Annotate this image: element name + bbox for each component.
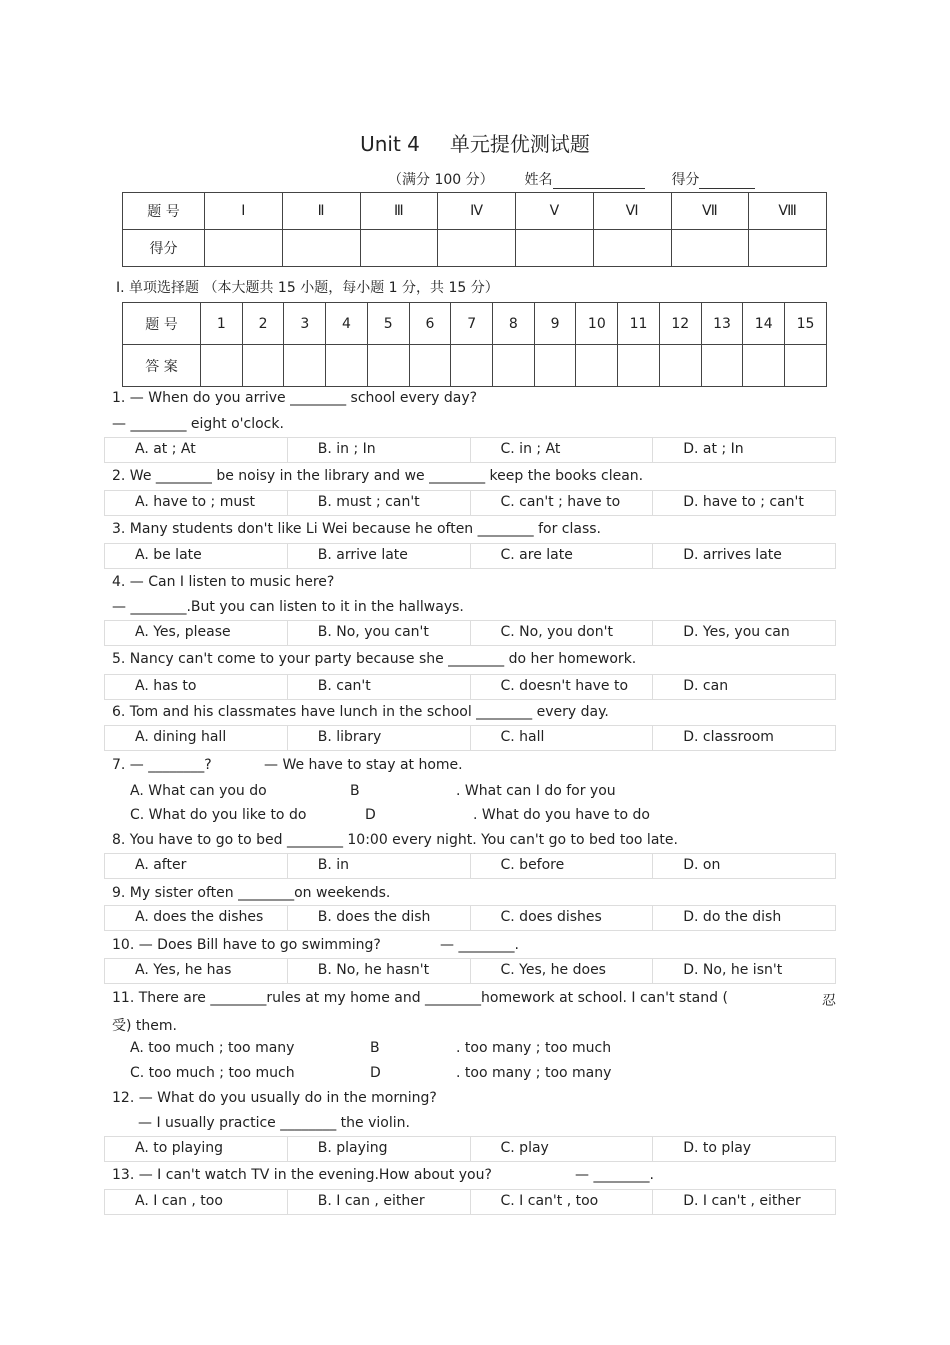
name-label: 姓名: [524, 172, 553, 188]
score-label: 得分: [671, 172, 700, 188]
option-d[interactable]: D. No, he isn't: [683, 962, 783, 978]
answer-cell[interactable]: [785, 345, 827, 387]
score-header-cell: Ⅱ: [282, 193, 360, 230]
score-row-label: 得分: [123, 230, 205, 267]
answer-value-row: [123, 345, 827, 387]
question-12-options: [104, 1136, 836, 1162]
option-d[interactable]: D. I can't , either: [683, 1193, 801, 1209]
score-value-row: [123, 230, 827, 267]
question-11-stem: 11. There are ________rules at my home and ________homework at school. I can't stand (: [112, 990, 728, 1006]
question-13-options: [104, 1189, 836, 1215]
option-d[interactable]: D. at ; In: [683, 441, 744, 457]
question-1-stem: 1. — When do you arrive ________ school every day?: [112, 390, 478, 406]
option-c[interactable]: C. in ; At: [471, 438, 654, 462]
question-7-reply: — We have to stay at home.: [264, 757, 463, 773]
answer-cell[interactable]: [701, 345, 743, 387]
answer-header-cell: 11: [618, 303, 660, 345]
title-unit: Unit 4: [360, 132, 420, 156]
option-a[interactable]: A. be late: [105, 544, 288, 568]
option-c[interactable]: C. does dishes: [471, 906, 654, 930]
answer-cell[interactable]: [284, 345, 326, 387]
option-b-letter: B: [350, 783, 360, 799]
answer-header-cell: 题 号: [123, 303, 201, 345]
score-cell[interactable]: [438, 230, 516, 267]
answer-cell[interactable]: [242, 345, 284, 387]
answer-header-cell: 6: [409, 303, 451, 345]
option-a[interactable]: A. too much ; too many: [130, 1040, 295, 1056]
score-blank[interactable]: [699, 172, 755, 189]
option-c[interactable]: C. doesn't have to: [471, 675, 654, 699]
option-a[interactable]: A. has to: [105, 675, 288, 699]
score-table: [122, 192, 827, 267]
question-12-line2: — I usually practice ________ the violin.: [138, 1115, 410, 1131]
answer-cell[interactable]: [409, 345, 451, 387]
question-4-options: [104, 620, 836, 646]
question-13-stem: 13. — I can't watch TV in the evening.How about you?: [112, 1167, 492, 1183]
question-3-stem: 3. Many students don't like Li Wei because he often ________ for class.: [112, 521, 601, 537]
option-b[interactable]: B. arrive late: [288, 544, 471, 568]
answer-header-cell: 2: [242, 303, 284, 345]
option-b[interactable]: B. must ; can't: [288, 491, 471, 515]
question-12-stem: 12. — What do you usually do in the morning?: [112, 1090, 437, 1106]
score-header-cell: Ⅲ: [360, 193, 438, 230]
option-a[interactable]: A. have to ; must: [105, 491, 288, 515]
question-13-reply: — ________.: [575, 1167, 654, 1183]
score-cell[interactable]: [593, 230, 671, 267]
option-c[interactable]: C. hall: [471, 726, 654, 750]
question-8-options: [104, 853, 836, 879]
section-heading: Ⅰ. 单项选择题 （本大题共 15 小题，每小题 1 分，共 15 分）: [116, 280, 499, 296]
answer-header-cell: 15: [785, 303, 827, 345]
score-header-cell: 题 号: [123, 193, 205, 230]
full-marks: （满分 100 分）: [388, 172, 494, 188]
option-a[interactable]: A. Yes, please: [105, 621, 288, 645]
option-c[interactable]: C. too much ; too much: [130, 1065, 295, 1081]
question-2-options: [104, 490, 836, 516]
answer-header-cell: 10: [576, 303, 618, 345]
question-5-stem: 5. Nancy can't come to your party because she ________ do her homework.: [112, 651, 637, 667]
option-d[interactable]: D. Yes, you can: [683, 624, 790, 640]
answer-header-row: [123, 303, 827, 345]
answer-header-cell: 8: [493, 303, 535, 345]
answer-cell[interactable]: [659, 345, 701, 387]
page-title: [0, 128, 950, 157]
option-b[interactable]: B. in: [288, 854, 471, 878]
option-b[interactable]: B. No, he hasn't: [288, 959, 471, 983]
option-d[interactable]: D. on: [683, 857, 721, 873]
option-d-letter: D: [365, 807, 376, 823]
option-d-letter: D: [370, 1065, 381, 1081]
option-b-letter: B: [370, 1040, 380, 1056]
question-4-stem: 4. — Can I listen to music here?: [112, 574, 335, 590]
name-blank[interactable]: [553, 172, 645, 189]
answer-cell[interactable]: [743, 345, 785, 387]
question-9-options: [104, 905, 836, 931]
score-cell[interactable]: [360, 230, 438, 267]
question-11-stem-end: 忍: [822, 993, 836, 1009]
answer-cell[interactable]: [576, 345, 618, 387]
option-a[interactable]: A. at ; At: [105, 438, 288, 462]
title-name: 单元提优测试题: [449, 132, 590, 156]
question-2-stem: 2. We ________ be noisy in the library and we ________ keep the books clean.: [112, 468, 644, 484]
option-b[interactable]: B. can't: [288, 675, 471, 699]
option-c[interactable]: C. are late: [471, 544, 654, 568]
answer-header-cell: 9: [534, 303, 576, 345]
option-c[interactable]: C. No, you don't: [471, 621, 654, 645]
answer-cell[interactable]: [201, 345, 243, 387]
option-b[interactable]: B. does the dish: [288, 906, 471, 930]
answer-table: [122, 302, 827, 387]
score-cell[interactable]: [749, 230, 827, 267]
score-cell[interactable]: [671, 230, 749, 267]
question-10-stem: 10. — Does Bill have to go swimming?: [112, 937, 381, 953]
answer-header-cell: 14: [743, 303, 785, 345]
option-c[interactable]: C. can't ; have to: [471, 491, 654, 515]
option-a[interactable]: A. dining hall: [105, 726, 288, 750]
answer-header-cell: 4: [326, 303, 368, 345]
score-cell[interactable]: [205, 230, 283, 267]
option-b[interactable]: B. in ; In: [288, 438, 471, 462]
answer-header-cell: 13: [701, 303, 743, 345]
question-9-stem: 9. My sister often ________on weekends.: [112, 885, 391, 901]
option-b[interactable]: B. No, you can't: [288, 621, 471, 645]
option-a[interactable]: A. does the dishes: [105, 906, 288, 930]
option-d[interactable]: D. arrives late: [683, 547, 782, 563]
score-header-cell: Ⅳ: [438, 193, 516, 230]
answer-header-cell: 1: [201, 303, 243, 345]
answer-header-cell: 3: [284, 303, 326, 345]
score-header-cell: Ⅴ: [516, 193, 594, 230]
option-c[interactable]: C. I can't , too: [471, 1190, 654, 1214]
option-c[interactable]: C. play: [471, 1137, 654, 1161]
score-header-cell: Ⅰ: [205, 193, 283, 230]
answer-cell[interactable]: [534, 345, 576, 387]
answer-cell[interactable]: [618, 345, 660, 387]
option-a[interactable]: A. Yes, he has: [105, 959, 288, 983]
option-a[interactable]: A. to playing: [105, 1137, 288, 1161]
question-11-line2: 受) them.: [112, 1018, 177, 1034]
option-d[interactable]: . too many ; too many: [456, 1065, 612, 1081]
option-d[interactable]: D. can: [683, 678, 729, 694]
score-header-cell: Ⅶ: [671, 193, 749, 230]
question-7-stem: 7. — ________?: [112, 757, 212, 773]
question-3-options: [104, 543, 836, 569]
option-a[interactable]: A. I can , too: [105, 1190, 288, 1214]
question-10-reply: — ________.: [440, 937, 519, 953]
score-header-cell: Ⅷ: [749, 193, 827, 230]
option-c[interactable]: C. What do you like to do: [130, 807, 307, 823]
exam-info: [388, 169, 755, 189]
option-a[interactable]: A. What can you do: [130, 783, 267, 799]
answer-cell[interactable]: [367, 345, 409, 387]
answer-row-label: 答 案: [123, 345, 201, 387]
option-b[interactable]: B. library: [288, 726, 471, 750]
answer-header-cell: 7: [451, 303, 493, 345]
answer-cell[interactable]: [326, 345, 368, 387]
score-header-cell: Ⅵ: [593, 193, 671, 230]
question-8-stem: 8. You have to go to bed ________ 10:00 every night. You can't go to bed too late.: [112, 832, 678, 848]
option-b[interactable]: . too many ; too much: [456, 1040, 612, 1056]
question-4-line2: — ________.But you can listen to it in the hallways.: [112, 599, 464, 615]
option-d[interactable]: . What do you have to do: [473, 807, 650, 823]
question-6-options: [104, 725, 836, 751]
question-10-options: [104, 958, 836, 984]
answer-header-cell: 5: [367, 303, 409, 345]
question-6-stem: 6. Tom and his classmates have lunch in the school ________ every day.: [112, 704, 609, 720]
score-header-row: [123, 193, 827, 230]
option-a[interactable]: A. after: [105, 854, 288, 878]
answer-header-cell: 12: [659, 303, 701, 345]
question-1-options: [104, 437, 836, 463]
option-b[interactable]: B. playing: [288, 1137, 471, 1161]
score-cell[interactable]: [282, 230, 360, 267]
option-d[interactable]: D. do the dish: [683, 909, 782, 925]
option-b[interactable]: . What can I do for you: [456, 783, 616, 799]
option-c[interactable]: C. before: [471, 854, 654, 878]
option-d[interactable]: D. to play: [683, 1140, 752, 1156]
score-cell[interactable]: [516, 230, 594, 267]
question-5-options: [104, 674, 836, 700]
option-d[interactable]: D. have to ; can't: [683, 494, 804, 510]
option-d[interactable]: D. classroom: [683, 729, 774, 745]
question-1-line2: — ________ eight o'clock.: [112, 416, 284, 432]
option-c[interactable]: C. Yes, he does: [471, 959, 654, 983]
answer-cell[interactable]: [451, 345, 493, 387]
option-b[interactable]: B. I can , either: [288, 1190, 471, 1214]
answer-cell[interactable]: [493, 345, 535, 387]
